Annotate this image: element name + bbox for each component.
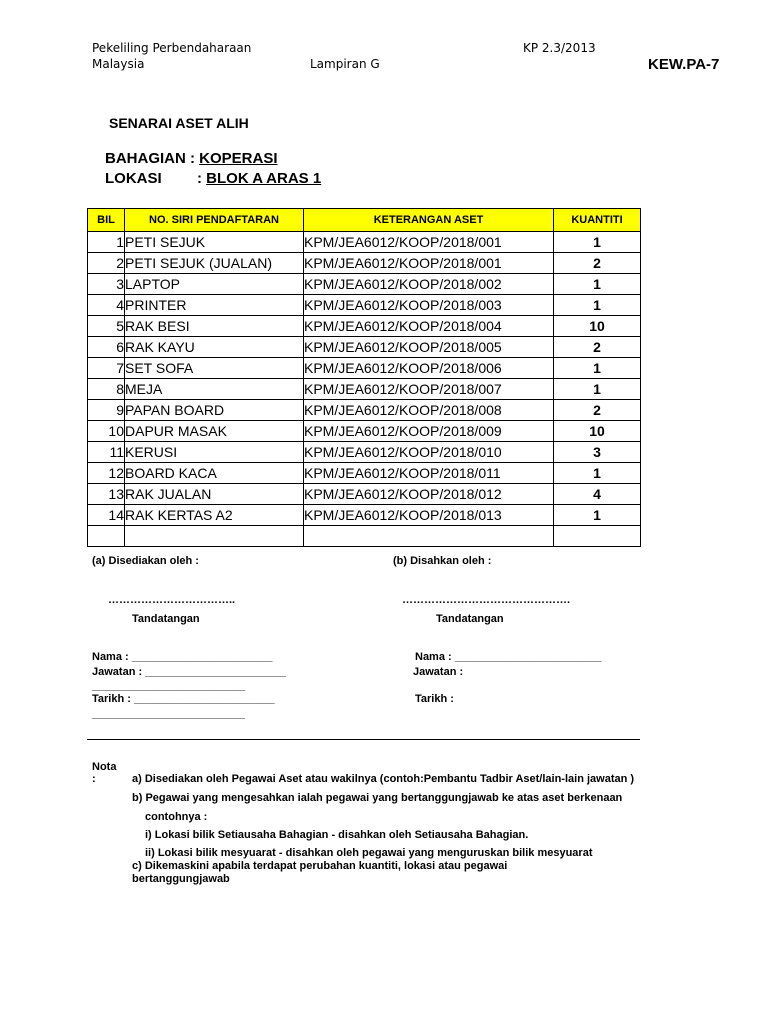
cell-item-name: RAK BESI — [125, 316, 304, 337]
asset-table-body — [88, 232, 641, 547]
cell-item-name: RAK JUALAN — [125, 484, 304, 505]
cell-registration-no: KPM/JEA6012/KOOP/2018/003 — [304, 295, 554, 316]
lokasi-label: LOKASI — [105, 170, 162, 187]
column-header-kuantiti: KUANTITI — [554, 209, 641, 232]
cell-bil: 11 — [88, 442, 125, 463]
cell-registration-no: KPM/JEA6012/KOOP/2018/007 — [304, 379, 554, 400]
note-b-ii: ii) Lokasi bilik mesyuarat - disahkan oleh pegawai yang menguruskan bilik mesyuarat — [145, 847, 593, 859]
cell-registration-no: KPM/JEA6012/KOOP/2018/004 — [304, 316, 554, 337]
lokasi-row — [105, 170, 321, 187]
note-c-line1: c) Dikemaskini apabila terdapat perubahan kuantiti, lokasi atau pegawai — [132, 860, 508, 872]
nota-colon: : — [92, 773, 96, 785]
table-row — [88, 421, 641, 442]
lokasi-sep: : — [197, 170, 207, 187]
cell-bil: 9 — [88, 400, 125, 421]
cell-quantity: 3 — [554, 442, 641, 463]
jawatan-right: Jawatan : — [413, 666, 464, 678]
lokasi-value: BLOK A ARAS 1 — [206, 170, 322, 187]
column-header-no-siri: NO. SIRI PENDAFTARAN — [125, 209, 304, 232]
cell-bil: 3 — [88, 274, 125, 295]
table-row — [88, 463, 641, 484]
cell-empty — [304, 526, 554, 547]
tarikh-right: Tarikh : — [415, 693, 454, 705]
note-b: b) Pegawai yang mengesahkan ialah pegawai yang bertanggungjawab ke atas aset berkenaan — [132, 792, 623, 804]
table-row — [88, 505, 641, 526]
table-row — [88, 358, 641, 379]
cell-registration-no: KPM/JEA6012/KOOP/2018/005 — [304, 337, 554, 358]
cell-quantity: 1 — [554, 295, 641, 316]
cell-item-name: DAPUR MASAK — [125, 421, 304, 442]
bahagian-value: KOPERASI — [199, 150, 278, 167]
cell-item-name: BOARD KACA — [125, 463, 304, 484]
table-row-empty — [88, 526, 641, 547]
signature-line-left: …………………………….. — [108, 594, 236, 606]
bahagian-row — [105, 150, 278, 167]
cell-bil: 6 — [88, 337, 125, 358]
cell-item-name: PETI SEJUK — [125, 232, 304, 253]
table-row — [88, 400, 641, 421]
cell-quantity: 10 — [554, 421, 641, 442]
cell-quantity: 2 — [554, 337, 641, 358]
header-reference: KP 2.3/2013 — [523, 41, 596, 55]
note-c-line2: bertanggungjawab — [132, 873, 230, 885]
table-row — [88, 295, 641, 316]
cell-quantity: 10 — [554, 316, 641, 337]
cell-registration-no: KPM/JEA6012/KOOP/2018/010 — [304, 442, 554, 463]
cell-bil: 7 — [88, 358, 125, 379]
cell-bil: 13 — [88, 484, 125, 505]
cell-registration-no: KPM/JEA6012/KOOP/2018/009 — [304, 421, 554, 442]
cell-quantity: 4 — [554, 484, 641, 505]
cell-bil: 8 — [88, 379, 125, 400]
table-row — [88, 484, 641, 505]
cell-bil: 14 — [88, 505, 125, 526]
cell-item-name: RAK KAYU — [125, 337, 304, 358]
column-header-keterangan: KETERANGAN ASET — [304, 209, 554, 232]
bahagian-label: BAHAGIAN : — [105, 150, 200, 167]
table-row — [88, 232, 641, 253]
table-row — [88, 379, 641, 400]
cell-registration-no: KPM/JEA6012/KOOP/2018/013 — [304, 505, 554, 526]
cell-item-name: PETI SEJUK (JUALAN) — [125, 253, 304, 274]
cell-item-name: LAPTOP — [125, 274, 304, 295]
cell-quantity: 2 — [554, 400, 641, 421]
column-header-bil: BIL — [88, 209, 125, 232]
nama-right: Nama : ________________________ — [415, 651, 602, 663]
cell-empty — [125, 526, 304, 547]
note-b-i: i) Lokasi bilik Setiausaha Bahagian - disahkan oleh Setiausaha Bahagian. — [145, 829, 529, 841]
cell-quantity: 1 — [554, 358, 641, 379]
prepared-by-label: (a) Disediakan oleh : — [92, 555, 199, 567]
signature-label-left: Tandatangan — [132, 613, 200, 625]
cell-bil: 12 — [88, 463, 125, 484]
cell-item-name: KERUSI — [125, 442, 304, 463]
cell-item-name: PAPAN BOARD — [125, 400, 304, 421]
nama-left: Nama : _______________________ — [92, 651, 273, 663]
extra-line-left-1: _________________________ — [92, 680, 245, 692]
header-attachment: Lampiran G — [310, 57, 380, 71]
cell-bil: 5 — [88, 316, 125, 337]
jawatan-left: Jawatan : _______________________ — [92, 666, 286, 678]
cell-bil: 2 — [88, 253, 125, 274]
cell-registration-no: KPM/JEA6012/KOOP/2018/006 — [304, 358, 554, 379]
cell-registration-no: KPM/JEA6012/KOOP/2018/002 — [304, 274, 554, 295]
cell-quantity: 1 — [554, 379, 641, 400]
note-a: a) Disediakan oleh Pegawai Aset atau wakilnya (contoh:Pembantu Tadbir Aset/lain-lain jawatan ) — [132, 773, 635, 785]
cell-item-name: PRINTER — [125, 295, 304, 316]
cell-bil: 4 — [88, 295, 125, 316]
cell-item-name: RAK KERTAS A2 — [125, 505, 304, 526]
table-row — [88, 442, 641, 463]
asset-table — [87, 208, 641, 547]
cell-quantity: 1 — [554, 463, 641, 484]
table-row — [88, 253, 641, 274]
cell-bil: 10 — [88, 421, 125, 442]
nota-heading: Nota — [92, 761, 117, 773]
cell-quantity: 1 — [554, 274, 641, 295]
header-publisher-line1: Pekeliling Perbendaharaan — [92, 41, 252, 55]
cell-registration-no: KPM/JEA6012/KOOP/2018/001 — [304, 253, 554, 274]
cell-registration-no: KPM/JEA6012/KOOP/2018/012 — [304, 484, 554, 505]
note-b-contoh: contohnya : — [145, 811, 208, 823]
cell-registration-no: KPM/JEA6012/KOOP/2018/008 — [304, 400, 554, 421]
tarikh-left: Tarikh : _______________________ — [92, 693, 275, 705]
header-publisher-line2: Malaysia — [92, 57, 145, 71]
table-row — [88, 316, 641, 337]
cell-quantity: 1 — [554, 232, 641, 253]
divider-line — [87, 739, 640, 740]
table-row — [88, 337, 641, 358]
cell-registration-no: KPM/JEA6012/KOOP/2018/011 — [304, 463, 554, 484]
cell-item-name: MEJA — [125, 379, 304, 400]
signature-label-right: Tandatangan — [436, 613, 504, 625]
cell-item-name: SET SOFA — [125, 358, 304, 379]
signature-line-right: ………………………………………. — [402, 594, 571, 606]
table-row — [88, 274, 641, 295]
form-code: KEW.PA-7 — [648, 56, 720, 73]
cell-empty — [554, 526, 641, 547]
cell-quantity: 1 — [554, 505, 641, 526]
cell-quantity: 2 — [554, 253, 641, 274]
cell-empty — [88, 526, 125, 547]
page-title: SENARAI ASET ALIH — [109, 115, 249, 131]
table-header-row — [88, 209, 641, 232]
extra-line-left-2: _________________________ — [92, 708, 245, 720]
approved-by-label: (b) Disahkan oleh : — [393, 555, 492, 567]
cell-registration-no: KPM/JEA6012/KOOP/2018/001 — [304, 232, 554, 253]
cell-bil: 1 — [88, 232, 125, 253]
